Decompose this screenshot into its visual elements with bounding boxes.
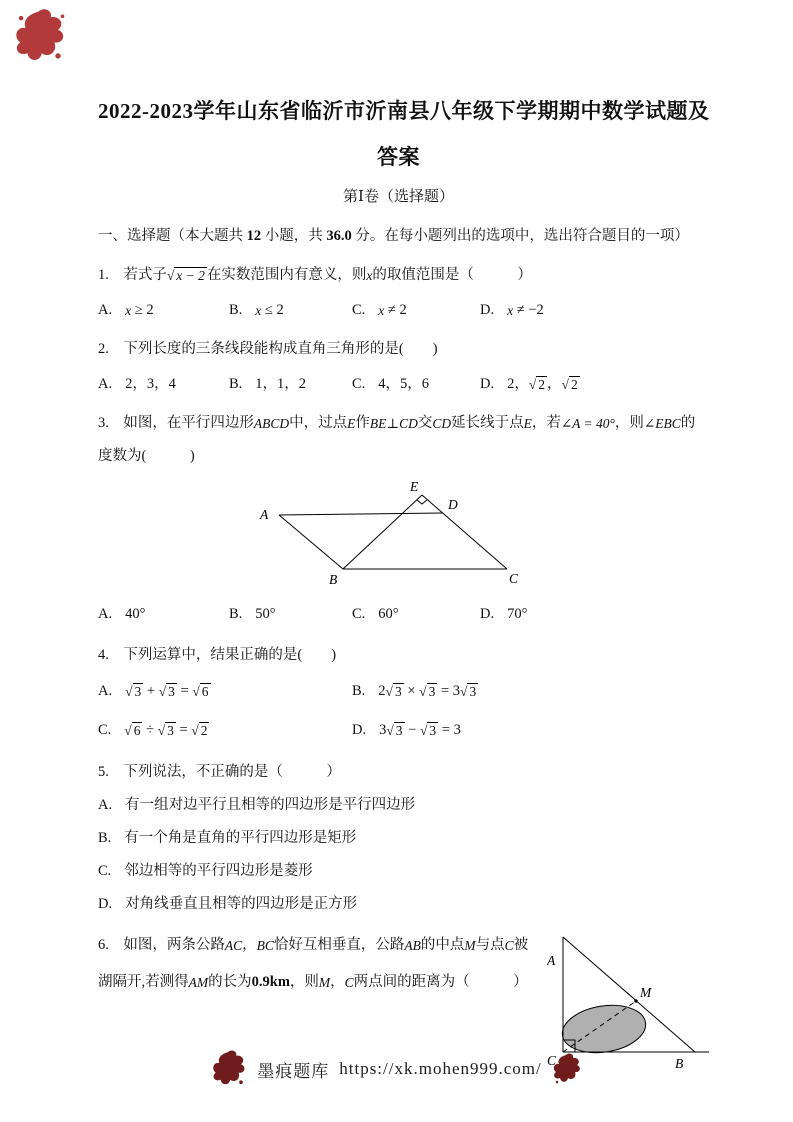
option-c bbox=[352, 598, 480, 631]
sqrt-radical bbox=[124, 722, 142, 738]
stem-text: ， bbox=[242, 937, 257, 953]
stem-text: 中，过点 bbox=[289, 415, 348, 431]
vertex-label-M: M bbox=[640, 985, 652, 1000]
side-AB bbox=[279, 515, 343, 569]
intro-count: 12 bbox=[246, 228, 262, 244]
question-5 bbox=[98, 756, 699, 921]
stem-text: 湖隔开,若测得 bbox=[98, 974, 189, 990]
vertex-label-B: B bbox=[329, 572, 338, 587]
option-label: B. bbox=[229, 302, 243, 318]
option-label: B. bbox=[229, 606, 243, 622]
option-text: 40° bbox=[125, 606, 146, 622]
stem-text: 交 bbox=[417, 415, 433, 431]
radicand: 6 bbox=[133, 723, 141, 738]
option-text: − bbox=[404, 722, 420, 738]
radicand: 2 bbox=[200, 723, 208, 738]
option-b bbox=[229, 598, 352, 631]
math-var: M bbox=[318, 975, 331, 990]
option-text: 50° bbox=[255, 606, 276, 622]
option-c bbox=[98, 711, 352, 750]
footer-url: https://xk.mohen999.com/ bbox=[339, 1059, 542, 1078]
option-text: 70° bbox=[507, 606, 528, 622]
option-label: D. bbox=[480, 302, 495, 318]
option-text: = bbox=[175, 722, 192, 738]
sqrt-sign: √ bbox=[124, 723, 132, 738]
question-2 bbox=[98, 333, 699, 401]
option-d bbox=[480, 294, 544, 327]
option-label: B. bbox=[352, 683, 366, 699]
ink-splash-icon-right bbox=[552, 1051, 582, 1087]
option-text: = bbox=[176, 683, 193, 699]
radicand: 3 bbox=[428, 684, 436, 699]
option-a bbox=[98, 294, 229, 327]
option-text: 对角线垂直且相等的四边形是正方形 bbox=[125, 896, 358, 912]
stem-text: 的长为 bbox=[208, 974, 252, 990]
option-text: 2，3，4 bbox=[125, 376, 176, 392]
option-text: ≠ −2 bbox=[513, 302, 544, 318]
option-a bbox=[98, 368, 229, 401]
option-text: ≥ 2 bbox=[131, 302, 154, 318]
radicand: 2 bbox=[570, 377, 578, 392]
math-var: M bbox=[464, 938, 476, 953]
math-var: AB bbox=[404, 938, 421, 953]
sqrt-sign: √ bbox=[157, 723, 166, 738]
math-var: BC bbox=[256, 938, 274, 953]
option-a bbox=[98, 789, 699, 822]
sqrt-radical bbox=[562, 376, 580, 392]
math-var: AC bbox=[224, 938, 243, 953]
stem-text: 6. 如图，两条公路 bbox=[98, 937, 225, 953]
intro-score: 36.0 bbox=[326, 228, 352, 244]
option-text: 3 bbox=[379, 722, 387, 738]
sqrt-sign: √ bbox=[158, 684, 167, 699]
math-var: x bbox=[125, 303, 132, 318]
option-text: 邻边相等的平行四边形是菱形 bbox=[124, 863, 313, 879]
stem-text: 的中点 bbox=[420, 937, 465, 953]
sqrt-radical bbox=[158, 722, 176, 738]
option-text: ÷ bbox=[142, 722, 158, 738]
option-c bbox=[98, 855, 699, 888]
vertex-label-C: C bbox=[509, 571, 519, 586]
radicand: 3 bbox=[429, 723, 437, 738]
option-text: = 3 bbox=[438, 722, 461, 738]
option-label: A. bbox=[98, 683, 113, 699]
option-label: C. bbox=[98, 722, 112, 738]
question-3-stem-line1 bbox=[98, 407, 699, 440]
math-var: x bbox=[507, 303, 514, 318]
radicand: 6 bbox=[201, 684, 209, 699]
sqrt-radical bbox=[192, 683, 210, 699]
option-label: A. bbox=[98, 376, 113, 392]
intro-part: 小题，共 bbox=[261, 228, 327, 244]
option-text: + bbox=[143, 683, 159, 699]
option-d bbox=[480, 368, 580, 401]
line-BE bbox=[343, 495, 422, 569]
sqrt-sign: √ bbox=[460, 684, 468, 699]
question-2-stem: 2. 下列长度的三条线段能构成直角三角形的是( ) bbox=[98, 341, 438, 357]
stem-text: 作 bbox=[355, 415, 370, 431]
option-text: 1，1，2 bbox=[255, 376, 307, 392]
radicand: 3 bbox=[469, 684, 477, 699]
option-text: 60° bbox=[378, 606, 399, 622]
math-var: CD bbox=[432, 416, 452, 431]
sqrt-sign: √ bbox=[385, 684, 393, 699]
math-var: C bbox=[344, 975, 354, 990]
option-b bbox=[352, 672, 478, 711]
sqrt-sign: √ bbox=[419, 684, 427, 699]
question-5-stem: 5. 下列说法，不正确的是（ ） bbox=[98, 764, 341, 780]
sqrt-radical bbox=[191, 722, 209, 738]
point-M bbox=[634, 999, 637, 1002]
option-label: A. bbox=[98, 302, 113, 318]
math-var: E bbox=[523, 416, 532, 431]
question-4-stem: 4. 下列运算中，结果正确的是( ) bbox=[98, 647, 337, 663]
sqrt-radical bbox=[529, 376, 547, 392]
option-text: 4，5，6 bbox=[378, 376, 430, 392]
option-label: B. bbox=[98, 830, 112, 846]
option-d bbox=[352, 711, 461, 750]
option-label: C. bbox=[352, 606, 366, 622]
stem-text: 两点间的距离为（ ） bbox=[353, 974, 528, 990]
question-1-stem bbox=[98, 259, 699, 292]
sqrt-radical bbox=[386, 683, 404, 699]
line-CE bbox=[422, 495, 507, 569]
ink-splash-icon-left bbox=[211, 1048, 247, 1090]
option-text: 有一个角是直角的平行四边形是矩形 bbox=[124, 830, 357, 846]
stem-text: 被 bbox=[513, 937, 529, 953]
option-b bbox=[229, 294, 352, 327]
radicand: 3 bbox=[394, 684, 402, 699]
stem-text: ，则 bbox=[289, 974, 319, 990]
intro-part: 分。在每小题列出的选项中，选出符合题目的一项） bbox=[351, 228, 689, 244]
question-4-options-row2 bbox=[98, 711, 699, 750]
stem-text: ， bbox=[330, 974, 345, 990]
stem-text: 的取值范围是（ ） bbox=[372, 267, 532, 283]
math-var: ABCD bbox=[253, 416, 290, 431]
option-a bbox=[98, 672, 352, 711]
sqrt-radical bbox=[159, 683, 177, 699]
option-text: 有一组对边平行且相等的四边形是平行四边形 bbox=[125, 797, 416, 813]
option-label: C. bbox=[98, 863, 112, 879]
math-var: ∠EBC bbox=[643, 416, 681, 431]
title-line-2: 答案 bbox=[377, 145, 420, 169]
option-b bbox=[98, 822, 699, 855]
option-a bbox=[98, 598, 229, 631]
math-var: AM bbox=[188, 975, 209, 990]
option-text: ， bbox=[547, 376, 562, 392]
sqrt-sign: √ bbox=[191, 723, 199, 738]
option-c bbox=[352, 368, 480, 401]
question-3 bbox=[98, 407, 699, 631]
option-d bbox=[98, 888, 699, 921]
stem-text: ，若 bbox=[531, 415, 561, 431]
sqrt-radical bbox=[420, 722, 438, 738]
math-var: E bbox=[347, 416, 356, 431]
option-text: ≤ 2 bbox=[261, 302, 284, 318]
option-b bbox=[229, 368, 352, 401]
ink-splash-logo bbox=[13, 6, 67, 68]
stem-text: ，则 bbox=[614, 415, 644, 431]
option-label: C. bbox=[352, 302, 366, 318]
intro-text bbox=[98, 220, 699, 253]
sqrt-sign: √ bbox=[386, 723, 394, 738]
option-label: A. bbox=[98, 606, 113, 622]
vertex-label-D: D bbox=[448, 497, 458, 512]
sqrt-radical bbox=[167, 267, 207, 283]
sqrt-radical bbox=[460, 683, 478, 699]
option-text: 2， bbox=[507, 376, 529, 392]
sqrt-sign: √ bbox=[561, 377, 569, 392]
option-label: A. bbox=[98, 797, 113, 813]
right-angle-mark bbox=[417, 500, 427, 504]
question-2-options bbox=[98, 368, 699, 401]
sqrt-radical bbox=[125, 683, 143, 699]
distance-value: 0.9km bbox=[251, 974, 290, 990]
option-label: D. bbox=[480, 376, 495, 392]
vertex-label-A: A bbox=[547, 953, 556, 968]
math-var: x bbox=[378, 303, 385, 318]
option-c bbox=[352, 294, 480, 327]
option-text: = 3 bbox=[437, 683, 461, 699]
math-var: x bbox=[366, 268, 373, 283]
title-line-1: 2022-2023学年山东省临沂市沂南县八年级下学期期中数学试题及 bbox=[98, 99, 710, 123]
math-var: C bbox=[504, 938, 514, 953]
option-text: ≠ 2 bbox=[384, 302, 407, 318]
side-AD bbox=[279, 513, 443, 515]
figure-parallelogram-wrap bbox=[226, 479, 699, 596]
sqrt-radical bbox=[419, 683, 437, 699]
math-var: ∠A = 40° bbox=[560, 416, 615, 431]
sqrt-radical bbox=[386, 722, 404, 738]
option-label: D. bbox=[352, 722, 367, 738]
question-1 bbox=[98, 259, 699, 327]
vertex-label-C: C bbox=[547, 1053, 557, 1068]
option-text: × bbox=[403, 683, 420, 699]
math-var: BE⊥CD bbox=[369, 416, 418, 431]
stem-text: 恰好互相垂直，公路 bbox=[273, 937, 405, 953]
radicand: 3 bbox=[168, 684, 175, 699]
stem-text: 的 bbox=[680, 415, 696, 431]
figure-parallelogram bbox=[226, 479, 526, 591]
question-3-options bbox=[98, 598, 699, 631]
option-label: D. bbox=[480, 606, 495, 622]
intro-part: 一、选择题（本大题共 bbox=[98, 228, 247, 244]
footer-site-name: 墨痕题库 bbox=[257, 1061, 330, 1081]
option-label: B. bbox=[229, 376, 243, 392]
sqrt-sign: √ bbox=[125, 684, 133, 699]
radicand: 3 bbox=[134, 684, 142, 699]
stem-text: 在实数范围内有意义，则 bbox=[206, 267, 367, 283]
sqrt-sign: √ bbox=[166, 268, 175, 283]
stem-text: 延长线于点 bbox=[451, 415, 524, 431]
question-1-options bbox=[98, 294, 699, 327]
question-3-stem-line2: 度数为( ) bbox=[98, 448, 195, 464]
radicand: 2 bbox=[538, 377, 546, 392]
option-label: D. bbox=[98, 896, 113, 912]
sqrt-sign: √ bbox=[192, 684, 200, 699]
radicand: x − 2 bbox=[176, 268, 205, 283]
vertex-label-A: A bbox=[260, 507, 269, 522]
vertex-label-B: B bbox=[675, 1056, 684, 1071]
option-d bbox=[480, 598, 527, 631]
math-var: x bbox=[255, 303, 262, 318]
footer bbox=[0, 1048, 793, 1090]
option-text: 2 bbox=[378, 683, 386, 699]
sqrt-sign: √ bbox=[419, 723, 428, 738]
sqrt-sign: √ bbox=[528, 377, 537, 392]
section-title: 第Ⅰ卷（选择题） bbox=[343, 189, 454, 205]
question-4 bbox=[98, 639, 699, 750]
radicand: 3 bbox=[167, 723, 174, 738]
option-label: C. bbox=[352, 376, 366, 392]
stem-text: 3. 如图，在平行四边形 bbox=[98, 415, 254, 431]
question-4-options-row1 bbox=[98, 672, 699, 711]
stem-text: 1. 若式子 bbox=[98, 267, 167, 283]
radicand: 3 bbox=[395, 723, 403, 738]
vertex-label-E: E bbox=[410, 479, 419, 494]
document-title bbox=[98, 88, 710, 180]
ink-splash-icon bbox=[13, 6, 67, 68]
stem-text: 与点 bbox=[475, 937, 505, 953]
